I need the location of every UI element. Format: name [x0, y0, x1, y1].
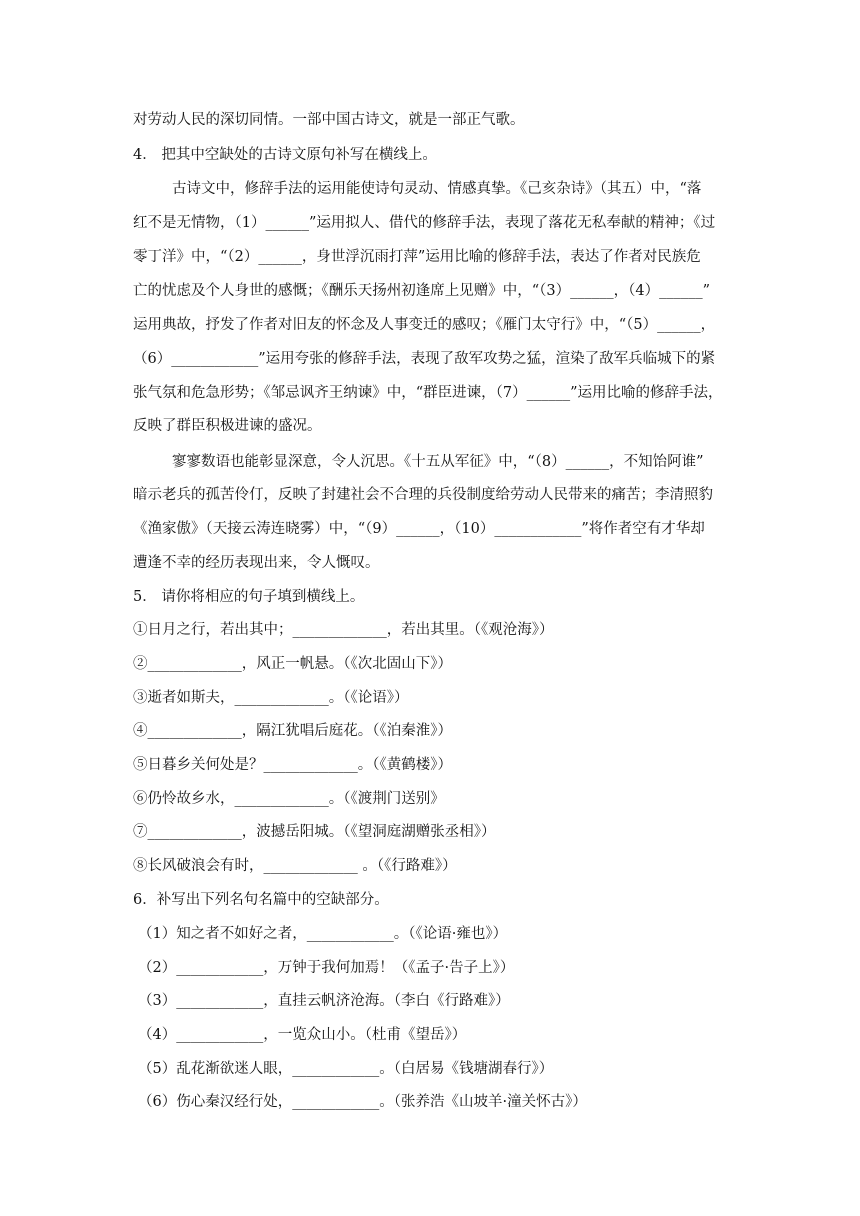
text-line: 亡的忧虑及个人身世的感慨；《酬乐天扬州初逢席上见赠》中，“（3）______，（4）______” — [133, 283, 711, 299]
text-line: 张气氛和危急形势；《邹忌讽齐王纳谏》中，“群臣进谏，（7）______”运用比喻的修辞手法， — [133, 385, 723, 401]
text-line: 古诗文中，修辞手法的运用能使诗句灵动、情感真挚。《己亥杂诗》（其五）中，“落 — [172, 181, 702, 197]
question-6-heading: 6．补写出下列名句名篇中的空缺部分。 — [133, 892, 389, 908]
fill-item: （6）伤心秦汉经行处，____________。（张养浩《山坡羊·潼关怀古》） — [138, 1094, 587, 1110]
fill-item: （2）____________，万钟于我何加焉！（《孟子·告子上》） — [138, 960, 515, 976]
text-line: 暗示老兵的孤苦伶仃，反映了封建社会不合理的兵役制度给劳动人民带来的痛苦；李清照豹 — [133, 487, 713, 503]
fill-item: ②_____________，风正一帆悬。（《次北固山下》） — [133, 656, 452, 672]
fill-item: ⑦_____________，波撼岳阳城。（《望洞庭湖赠张丞相》） — [133, 824, 496, 840]
question-4-heading: 4． 把其中空缺处的古诗文原句补写在横线上。 — [133, 147, 437, 163]
text-line: 运用典故，抒发了作者对旧友的怀念及人事变迁的感叹；《雁门太守行》中，“（5）______， — [133, 317, 716, 333]
fill-item: ④_____________，隔江犹唱后庭花。（《泊秦淮》） — [133, 723, 452, 739]
fill-item: （4）____________，一览众山小。（杜甫《望岳》） — [138, 1027, 467, 1043]
fill-item: ⑥仍怜故乡水，_____________。（《渡荆门送别》 — [133, 791, 445, 807]
fill-item: （3）____________，直挂云帆济沧海。（李白《行路难》） — [138, 993, 510, 1009]
text-line: 对劳动人民的深切同情。一部中国古诗文，就是一部正气歌。 — [133, 112, 525, 128]
text-line: 遭逢不幸的经历表现出来，令人慨叹。 — [133, 555, 380, 571]
text-line: 红不是无情物，（1）______”运用拟人、借代的修辞手法，表现了落花无私奉献的精神；《过 — [133, 215, 716, 231]
fill-item: ①日月之行，若出其中；_____________，若出其里。（《观沧海》） — [133, 622, 554, 638]
text-line: （6）____________”运用夸张的修辞手法，表现了敌军攻势之猛，渲染了敌军兵临城下的紧 — [133, 351, 716, 367]
text-line: 寥寥数语也能彰显深意，令人沉思。《十五从军征》中，“（8）______，不知饴阿谁” — [172, 454, 704, 470]
text-line: 零丁洋》中，“（2）______，身世浮沉雨打萍”运用比喻的修辞手法，表达了作者对民族危 — [133, 249, 701, 265]
fill-item: ⑧长风破浪会有时，_____________ 。（《行路难》） — [133, 858, 457, 874]
fill-item: ⑤日暮乡关何处是？_____________。（《黄鹤楼》） — [133, 757, 452, 773]
fill-item: ③逝者如斯夫，_____________。（《论语》） — [133, 690, 409, 706]
question-5-heading: 5． 请你将相应的句子填到横线上。 — [133, 589, 365, 605]
fill-item: （5）乱花渐欲迷人眼，____________。（白居易《钱塘湖春行》） — [138, 1061, 554, 1077]
fill-item: （1）知之者不如好之者，____________。（《论语·雍也》） — [138, 926, 508, 942]
text-line: 《渔家傲》（天接云涛连晓雾）中，“（9）______，（10）____________”将作者空有才华却 — [133, 521, 705, 537]
text-line: 反映了群臣积极进谏的盛况。 — [133, 418, 322, 434]
